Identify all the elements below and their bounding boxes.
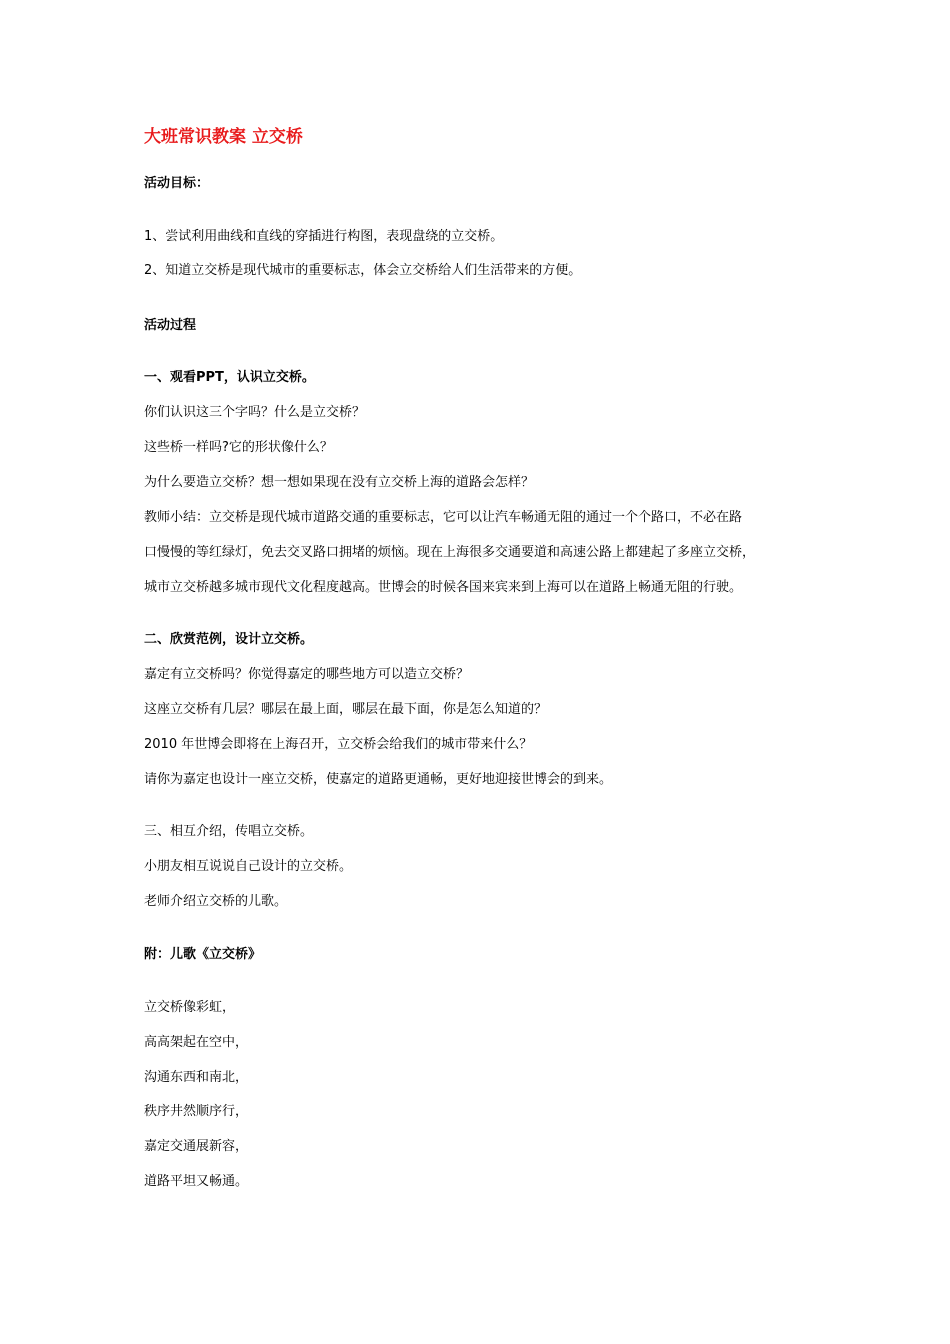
goal-item: 1、尝试利用曲线和直线的穿插进行构图，表现盘绕的立交桥。 <box>144 229 504 244</box>
section3-line: 老师介绍立交桥的儿歌。 <box>144 894 288 909</box>
section1-summary-line: 口慢慢的等红绿灯，免去交叉路口拥堵的烦恼。现在上海很多交通要道和高速公路上都建起了多座立交桥， <box>144 545 756 560</box>
section1-line: 你们认识这三个字吗？什么是立交桥？ <box>144 405 366 420</box>
section1-line: 为什么要造立交桥？想一想如果现在没有立交桥上海的道路会怎样？ <box>144 475 535 490</box>
poem-line: 道路平坦又畅通。 <box>144 1174 249 1189</box>
goal-item: 2、知道立交桥是现代城市的重要标志，体会立交桥给人们生活带来的方便。 <box>144 263 582 278</box>
process-heading: 活动过程 <box>144 318 197 333</box>
section2-heading: 二、欣赏范例，设计立交桥。 <box>144 632 314 647</box>
section1-summary-line: 城市立交桥越多城市现代文化程度越高。世博会的时候各国来宾来到上海可以在道路上畅通无阻的行驶。 <box>144 580 743 595</box>
section1-heading: 一、观看PPT，认识立交桥。 <box>144 370 315 385</box>
section2-line: 2010 年世博会即将在上海召开，立交桥会给我们的城市带来什么？ <box>144 737 533 752</box>
poem-line: 沟通东西和南北， <box>144 1070 249 1085</box>
goals-heading: 活动目标： <box>144 176 210 191</box>
section2-line: 请你为嘉定也设计一座立交桥，使嘉定的道路更通畅，更好地迎接世博会的到来。 <box>144 772 613 787</box>
appendix-heading: 附：儿歌《立交桥》 <box>144 947 262 962</box>
section1-line: 这些桥一样吗?它的形状像什么？ <box>144 440 333 455</box>
section1-summary-line: 教师小结：立交桥是现代城市道路交通的重要标志，它可以让汽车畅通无阻的通过一个个路口，不必在路 <box>144 510 743 525</box>
section2-line: 嘉定有立交桥吗？你觉得嘉定的哪些地方可以造立交桥？ <box>144 667 470 682</box>
section3-line: 小朋友相互说说自己设计的立交桥。 <box>144 859 353 874</box>
poem-line: 立交桥像彩虹， <box>144 1000 236 1015</box>
poem-line: 秩序井然顺序行， <box>144 1104 249 1119</box>
poem-line: 嘉定交通展新容， <box>144 1139 249 1154</box>
document-title: 大班常识教案 立交桥 <box>144 127 303 147</box>
section2-line: 这座立交桥有几层？哪层在最上面，哪层在最下面，你是怎么知道的？ <box>144 702 548 717</box>
section3-heading: 三、相互介绍，传唱立交桥。 <box>144 824 314 839</box>
poem-line: 高高架起在空中， <box>144 1035 249 1050</box>
